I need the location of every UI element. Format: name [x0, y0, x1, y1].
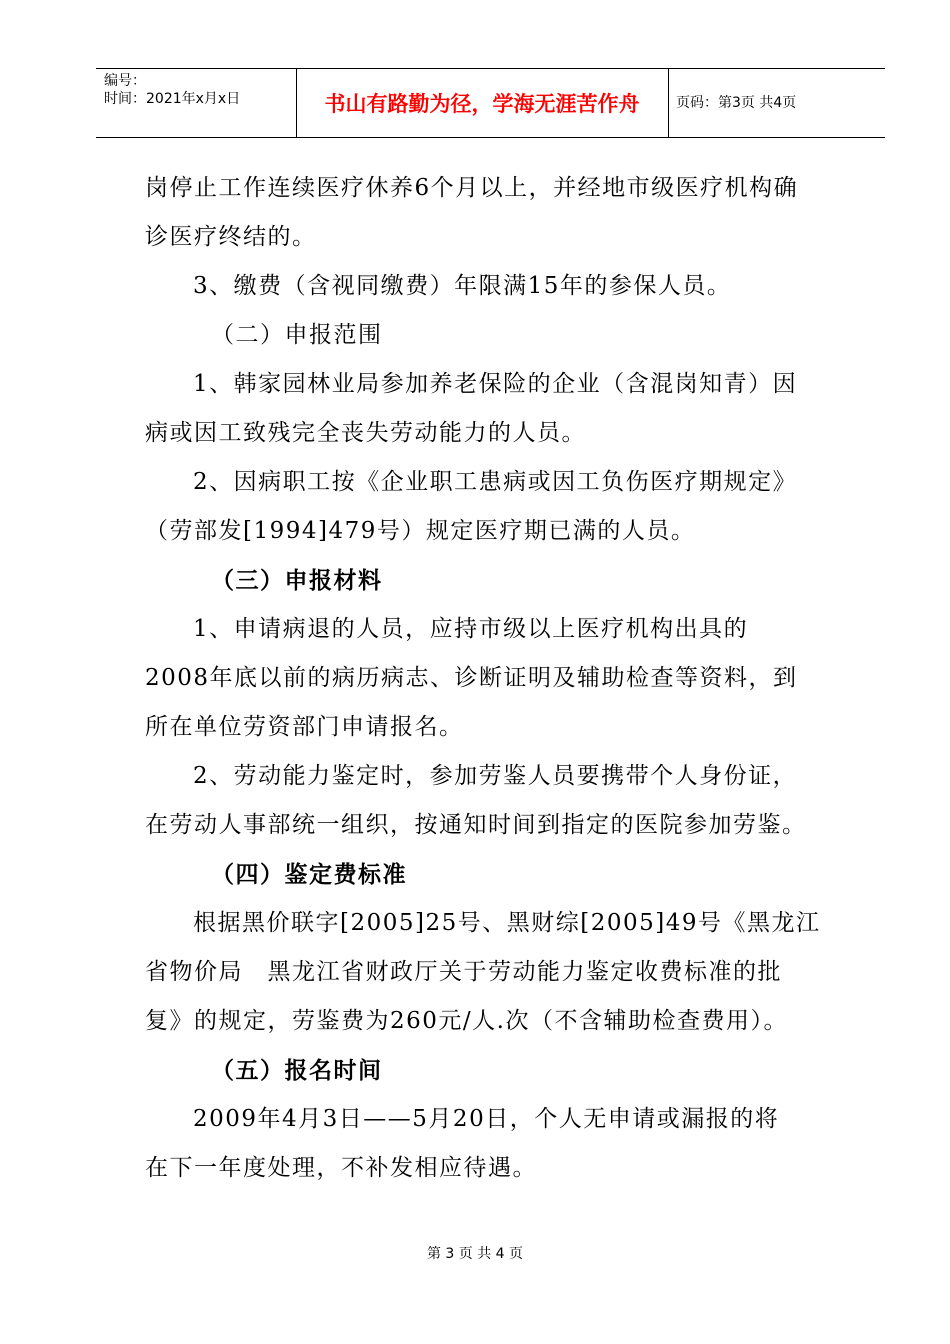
motto-text: 书山有路勤为径，学海无涯苦作舟	[324, 92, 640, 116]
body-paragraph: 3、缴费（含视同缴费）年限满15年的参保人员。	[193, 273, 732, 299]
body-paragraph: 诊医疗终结的。	[145, 224, 317, 250]
document-number-label: 编号：	[104, 73, 146, 89]
header-motto-cell	[296, 69, 669, 137]
page-header	[96, 68, 885, 138]
body-paragraph: 省物价局 黑龙江省财政厅关于劳动能力鉴定收费标准的批	[145, 959, 782, 985]
body-paragraph: 2、劳动能力鉴定时，参加劳鉴人员要携带个人身份证，	[193, 763, 798, 789]
body-paragraph: 1、韩家园林业局参加养老保险的企业（含混岗知青）因	[193, 371, 798, 397]
body-paragraph: 岗停止工作连续医疗休养6个月以上，并经地市级医疗机构确	[145, 175, 799, 201]
page-code: 页码：第3页 共4页	[676, 95, 797, 111]
section-heading: （三）申报材料	[211, 567, 383, 594]
body-paragraph: 2008年底以前的病历病志、诊断证明及辅助检查等资料，到	[145, 665, 798, 691]
header-page-cell	[668, 69, 885, 137]
body-paragraph: 病或因工致残完全丧失劳动能力的人员。	[145, 420, 586, 446]
body-paragraph: 在下一年度处理，不补发相应待遇。	[145, 1155, 537, 1181]
page-footer: 第 3 页 共 4 页	[426, 1246, 524, 1262]
section-heading: （四）鉴定费标准	[211, 861, 407, 888]
body-paragraph: 1、申请病退的人员，应持市级以上医疗机构出具的	[193, 616, 749, 642]
body-paragraph: 在劳动人事部统一组织，按通知时间到指定的医院参加劳鉴。	[145, 812, 807, 838]
body-paragraph: 根据黑价联字[2005]25号、黑财综[2005]49号《黑龙江	[193, 910, 821, 936]
body-paragraph: 所在单位劳资部门申请报名。	[145, 714, 464, 740]
header-meta-cell	[96, 69, 297, 137]
body-paragraph: 2、因病职工按《企业职工患病或因工负伤医疗期规定》	[193, 469, 798, 495]
document-body	[145, 164, 835, 1193]
body-paragraph: （劳部发[1994]479号）规定医疗期已满的人员。	[145, 518, 696, 544]
document-time-label: 时间：2021年x月x日	[104, 91, 241, 107]
body-paragraph: 复》的规定，劳鉴费为260元/人.次（不含辅助检查费用）。	[145, 1008, 788, 1034]
body-paragraph: 2009年4月3日——5月20日，个人无申请或漏报的将	[193, 1106, 780, 1132]
section-heading: （二）申报范围	[211, 322, 383, 348]
section-heading: （五）报名时间	[211, 1057, 383, 1084]
